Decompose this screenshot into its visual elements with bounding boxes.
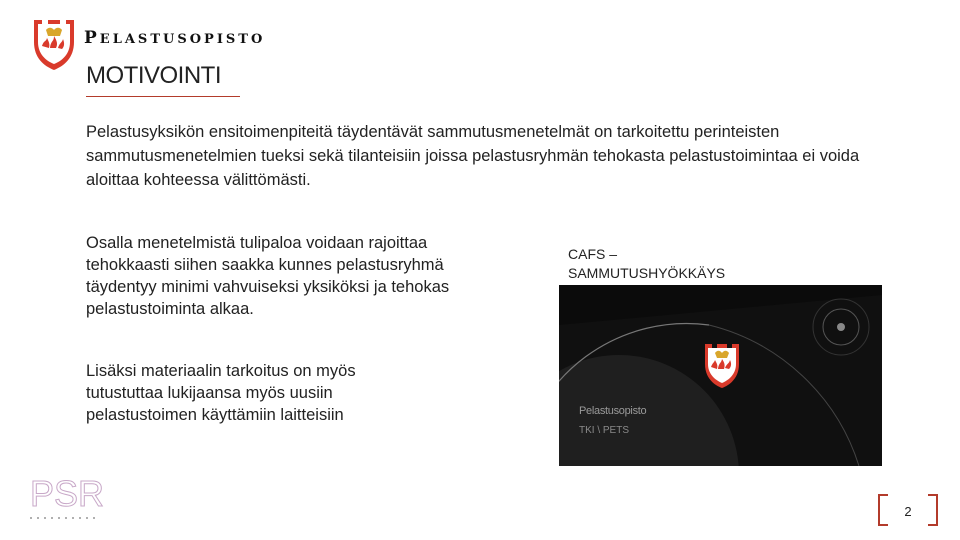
page-number: 2 <box>904 504 912 519</box>
psr-logo-icon <box>30 472 110 522</box>
intro-paragraph: Pelastusyksikön ensitoimenpiteitä täydentävät sammutusmenetelmät on tarkoitettu perinteisten sammutusmenetelmien tueksi sekä tilanteisiin joissa pelastusryhmän tehokasta pelastustoimintaa ei voida aloittaa kohteessa välittömästi. <box>86 123 860 189</box>
video-caption-line1: CAFS – <box>568 246 618 262</box>
title-underline <box>86 96 240 97</box>
video-caption-line2: SAMMUTUSHYÖKKÄYS <box>568 265 726 281</box>
video-thumbnail-graphics <box>559 285 882 466</box>
bracket-right <box>928 494 938 526</box>
fire-shield-icon <box>30 16 78 72</box>
video-player[interactable] <box>559 285 882 466</box>
slide-title: MOTIVOINTI <box>86 62 221 89</box>
psr-logo-text: PSR <box>30 473 105 514</box>
video-caption <box>568 245 725 283</box>
methods-paragraph: Osalla menetelmistä tulipaloa voidaan rajoittaa tehokkaasti siihen saakka kunnes pelastusryhmä täydentyy minimi vahvuiseksi yksiköksi ja tehokas pelastustoiminta alkaa. <box>86 234 450 318</box>
org-name: PELASTUSOPISTO <box>84 28 266 48</box>
video-brand-text: Pelastusopisto <box>579 405 647 417</box>
purpose-paragraph: Lisäksi materiaalin tarkoitus on myös tutustuttaa lukijaansa myös uusiin pelastustoimen käyttämiin laitteisiin <box>86 362 356 424</box>
page-number-box <box>878 494 938 524</box>
video-sub-text: TKI \ PETS <box>579 425 630 436</box>
